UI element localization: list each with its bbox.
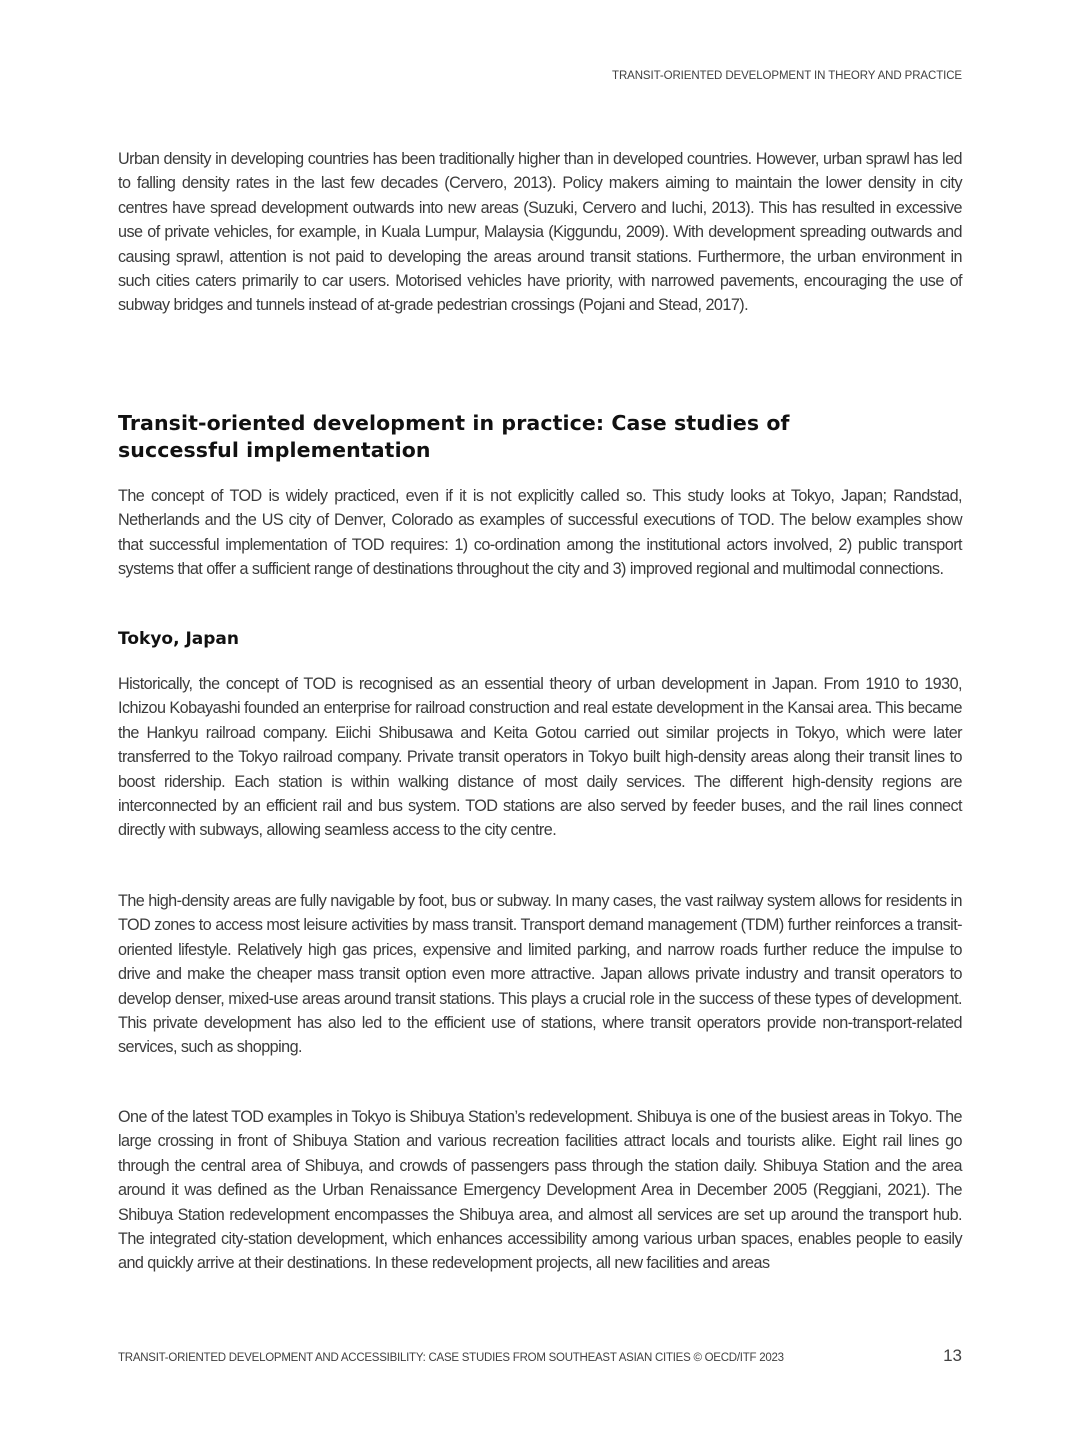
running-header: TRANSIT-ORIENTED DEVELOPMENT IN THEORY AND PRACTICE	[612, 70, 962, 82]
page-number: 13	[943, 1346, 962, 1365]
intro-paragraph: Urban density in developing countries has been traditionally higher than in developed countries. However, urban sprawl has led to falling density rates in the last few decades (Cervero, 2013). Policy makers aiming to maintain the lower density in city centres have spread development outwards into new areas (Suzuki, Cervero and Iuchi, 2013). This has resulted in excessive use of private vehicles, for example, in Kuala Lumpur, Malaysia (Kiggundu, 2009). With development spreading outwards and causing sprawl, attention is not paid to developing the areas around transit stations. Furthermore, the urban environment in such cities caters primarily to car users. Motorised vehicles have priority, with narrowed pavements, encouraging the use of subway bridges and tunnels instead of at-grade pedestrian crossings (Pojani and Stead, 2017).	[118, 150, 962, 315]
subsection-heading-tokyo: Tokyo, Japan	[118, 629, 240, 649]
tokyo-paragraph-shibuya: One of the latest TOD examples in Tokyo is Shibuya Station’s redevelopment. Shibuya is one of the busiest areas in Tokyo. The large crossing in front of Shibuya Station and various recreation facilities attract locals and tourists alike. Eight rail lines go through the central area of Shibuya, and crowds of passengers pass through the station daily. Shibuya Station and the area around it was defined as the Urban Renaissance Emergency Development Area in December 2005 (Reggiani, 2021). The Shibuya Station redevelopment encompasses the Shibuya area, and almost all services are set up around the transport hub. The integrated city-station development, which enhances accessibility among various urban spaces, enables people to easily and quickly arrive at their destinations. In these redevelopment projects, all new facilities and areas	[118, 1108, 962, 1273]
tokyo-paragraph-history: Historically, the concept of TOD is recognised as an essential theory of urban development in Japan. From 1910 to 1930, Ichizou Kobayashi founded an enterprise for railroad construction and real estate development in the Kansai area. This became the Hankyu railroad company. Eiichi Shibusawa and Keita Gotou carried out similar projects in Tokyo, which were later transferred to the Tokyo railroad company. Private transit operators in Tokyo built high-density areas along their transit lines to boost ridership. Each station is within walking distance of most daily services. The different high-density regions are interconnected by an efficient rail and bus system. TOD stations are also served by feeder buses, and the rail lines connect directly with subways, allowing seamless access to the city centre.	[118, 675, 962, 840]
footer-publication: TRANSIT-ORIENTED DEVELOPMENT AND ACCESSIBILITY: CASE STUDIES FROM SOUTHEAST ASIAN CITIES © OECD/ITF 2023	[118, 1352, 784, 1364]
tokyo-paragraph-navigability: The high-density areas are fully navigable by foot, bus or subway. In many cases, the vast railway system allows for residents in TOD zones to access most leisure activities by mass transit. Transport demand management (TDM) further reinforces a transit-oriented lifestyle. Relatively high gas prices, expensive and limited parking, and narrow roads further reduce the impulse to drive and make the cheaper mass transit option even more attractive. Japan allows private industry and transit operators to develop denser, mixed-use areas around transit stations. This plays a crucial role in the success of these types of development. This private development has also led to the efficient use of stations, where transit operators provide non-transport-related services, such as shopping.	[118, 892, 962, 1057]
section-heading-case-studies: Transit-oriented development in practice: Case studies of successful implementation	[118, 411, 790, 462]
case-studies-paragraph: The concept of TOD is widely practiced, even if it is not explicitly called so. This study looks at Tokyo, Japan; Randstad, Netherlands and the US city of Denver, Colorado as examples of successful executions of TOD. The below examples show that successful implementation of TOD requires: 1) co-ordination among the institutional actors involved, 2) public transport systems that offer a sufficient range of destinations throughout the city and 3) improved regional and multimodal connections.	[118, 487, 962, 579]
